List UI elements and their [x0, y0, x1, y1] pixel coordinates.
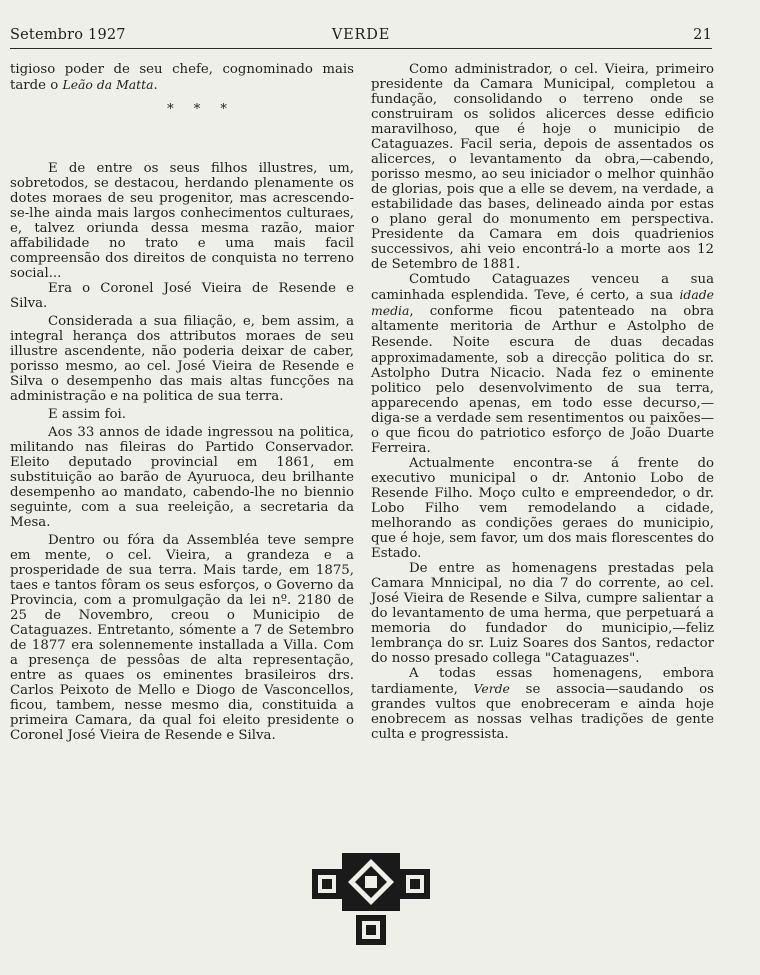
text-run: , conforme ficou patenteado na obra altamente meritoria de Arthur e Astolpho de Resende. Noite escura de duas: [371, 304, 714, 350]
text-run-small: decadas approximadamente, sob a direcção: [371, 334, 714, 365]
text-run: .: [153, 78, 158, 93]
page-header: [10, 27, 712, 47]
left-paragraph-6: Dentro ou fóra da Assembléa teve sempre em mente, o cel. Vieira, a grandeza e a prosperidade de sua terra. Mais tarde, em 1875, taes e tantos fôram os seus esforços, o Governo da Provincia, com a promulgação da lei nº. 2180 de 25 de Novembro, creou o Municipio de Cataguazes. Entretanto, sómente a 7 de Setembro de 1877 era solennemente installada a Villa. Com a presença de pessôas de alta representação, entre as quaes os eminentes brasileiros drs. Carlos Peixoto de Mello e Diogo de Vasconcellos, ficou, tambem, nesse mesmo dia, constituida a primeira Camara, da qual foi eleito presidente o Coronel José Vieira de Resende e Silva.: [10, 533, 354, 743]
left-paragraph-3: Considerada a sua filiação, e, bem assim, a integral herança dos attributos moraes de seu illustre ascendente, não poderia deixar de caber, porisso mesmo, ao cel. José Vieira de Resende e Silva o desempenho das mais altas funcções na administração e na politica de sua terra.: [10, 314, 354, 404]
text-run: se associa—saudando os grandes vultos que enobreceram e ainda hoje enobrecem as nossas velhas tradições de gente culta e progressista.: [371, 682, 714, 742]
right-paragraph-4: De entre as homenagens prestadas pela Camara Mnnicipal, no dia 7 do corrente, ao cel. José Vieira de Resende e Silva, cumpre salientar a do levantamento de uma herma, que perpetuará a memoria do fundador do municipio,—feliz lembrança do sr. Luiz Soares dos Santos, redactor do nosso presado collega "Cataguazes".: [371, 561, 714, 666]
issue-date: Setembro 1927: [10, 27, 126, 43]
left-paragraph-2: Era o Coronel José Vieira de Resende e Silva.: [10, 281, 354, 311]
header-rule: [10, 48, 712, 49]
right-column: [371, 62, 714, 742]
italic-nickname: Leão da Matta: [62, 77, 154, 92]
italic-term: idade media: [371, 287, 714, 318]
right-paragraph-2: [371, 272, 714, 456]
text-run: Comtudo Cataguazes venceu a sua caminhada esplendida. Teve, é certo, a sua: [371, 272, 714, 303]
right-paragraph-1: Como administrador, o cel. Vieira, primeiro presidente da Camara Municipal, completou a fundação, consolidando o terreno onde se construiram os solidos alicerces desse edificio maravilhoso, que é hoje o municipio de Cataguazes. Facil seria, depois de assentados os alicerces, o levantamento da obra,—cabendo, porisso mesmo, ao seu iniciador o melhor quinhão de glorias, pois que a elle se devem, na verdade, a estabilidade das bases, delineado ainda por estas o plano geral do monumento em perspectiva. Presidente da Camara em dois quadrienios successivos, ahi veio encontrá-lo a morte aos 12 de Setembro de 1881.: [371, 62, 714, 272]
text-run: A todas essas homenagens, embora tardiamente,: [371, 666, 714, 697]
left-paragraph-1: E de entre os seus filhos illustres, um, sobretodos, se destacou, herdando plenamente os dotes moraes de seu progenitor, mas acrescendo-se-lhe ainda mais largos conhecimentos culturaes, e, talvez oriunda dessa mesma razão, maior affabilidade no trato e uma mais facil compreensão dos direitos de conquista no terreno social...: [10, 161, 354, 281]
text-run: politica do sr. Astolpho Dutra Nicacio. Nada fez o eminente politico pelo desenvolvimento de sua terra, apparecendo apenas, em todo esse decurso,—diga-se a verdade sem resentimentos ou paixões—o que ficou do patriotico esforço de João Duarte Ferreira.: [371, 351, 714, 456]
page-number: 21: [693, 27, 712, 43]
geometric-square-emblem-icon: [310, 853, 432, 949]
right-paragraph-3: Actualmente encontra-se á frente do executivo municipal o dr. Antonio Lobo de Resende Filho. Moço culto e empreendedor, o dr. Lobo Filho vem remodelando a cidade, melhorando as condições geraes do municipio, que é hoje, sem favor, um dos mais florescentes do Estado.: [371, 456, 714, 561]
left-paragraph-5: Aos 33 annos de idade ingressou na politica, militando nas fileiras do Partido Conservador. Eleito deputado provincial em 1861, em substituição ao barão de Ayuruoca, deu brilhante desempenho ao mandato, cabendo-lhe no biennio seguinte, com a sua reeleição, a secretaria da Mesa.: [10, 425, 354, 530]
left-column: [10, 62, 354, 743]
italic-magazine-name: Verde: [473, 681, 510, 696]
left-paragraph-4: E assim foi.: [48, 407, 127, 422]
magazine-title: VERDE: [331, 27, 391, 43]
left-paragraph-continuation: [10, 62, 354, 93]
right-paragraph-5: [371, 666, 714, 742]
text-run: tigioso poder de seu chefe, cognominado mais tarde o: [10, 62, 354, 93]
section-separator: * * *: [167, 102, 235, 117]
